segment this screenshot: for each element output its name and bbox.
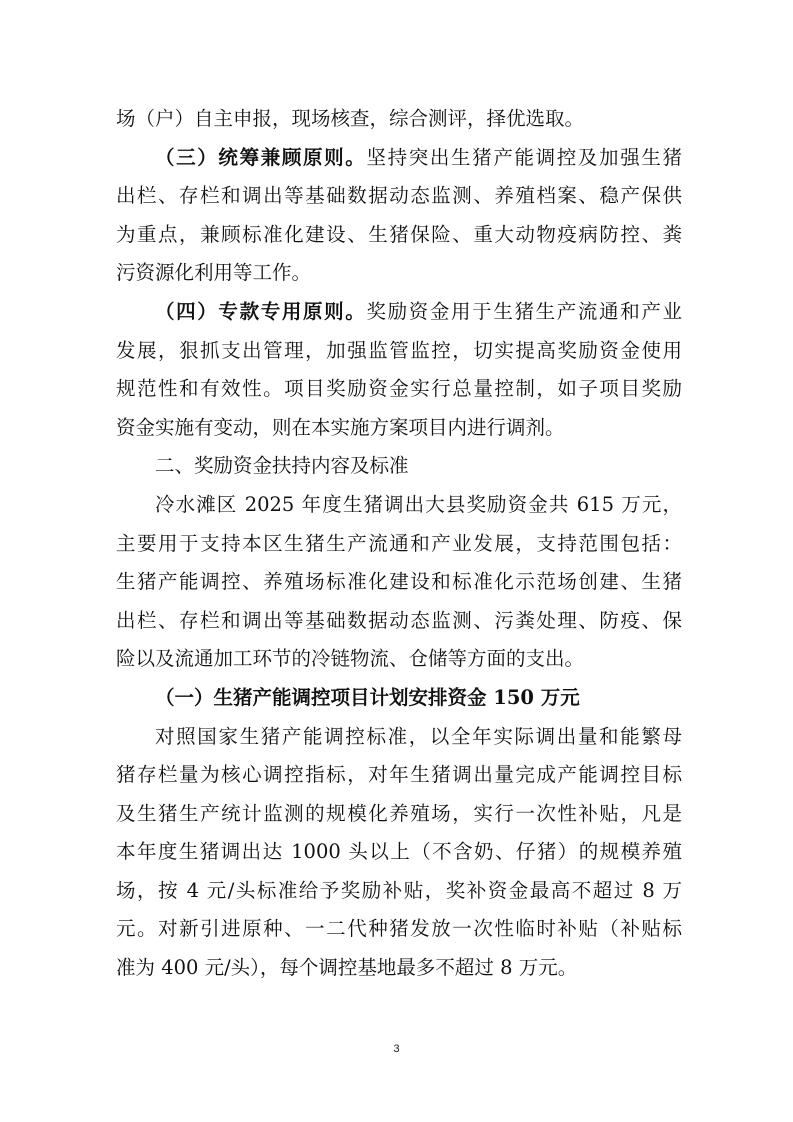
paragraph-line: 场（户）自主申报，现场核查，综合测评，择优选取。 bbox=[116, 107, 585, 130]
paragraph-text: 奖励资金用于生猪生产流通和产业 bbox=[366, 299, 682, 323]
principle-4-first-line bbox=[116, 293, 682, 332]
paragraph-line: 对照国家生猪产能调控标准，以全年实际调出量和能繁母 bbox=[155, 724, 682, 748]
paragraph-line: 猪存栏量为核心调控指标，对年生猪调出量完成产能调控目标 bbox=[116, 763, 682, 787]
paragraph-text: 坚持突出生猪产能调控及加强生猪 bbox=[366, 145, 682, 169]
principle-3-first-line bbox=[116, 139, 682, 178]
paragraph-line: 为重点，兼顾标准化建设、生猪保险、重大动物疫病防控、粪 bbox=[116, 222, 682, 246]
page-number: 3 bbox=[393, 1043, 400, 1055]
document-body bbox=[116, 100, 682, 988]
paragraph-line: 污资源化利用等工作。 bbox=[116, 261, 312, 285]
paragraph-line: 生猪产能调控、养殖场标准化建设和标准化示范场创建、生猪 bbox=[116, 570, 682, 594]
paragraph-line: 本年度生猪调出达 1000 头以上（不含奶、仔猪）的规模养殖 bbox=[116, 840, 682, 864]
paragraph-line: 资金实施有变动，则在本实施方案项目内进行调剂。 bbox=[116, 415, 565, 439]
paragraph-line: 发展，狠抓支出管理，加强监管监控，切实提高奖励资金使用 bbox=[116, 338, 682, 362]
subsection-heading: （一）生猪产能调控项目计划安排资金 150 万元 bbox=[155, 685, 580, 709]
paragraph-line: 规范性和有效性。项目奖励资金实行总量控制，如子项目奖励 bbox=[116, 377, 682, 401]
paragraph-line: 出栏、存栏和调出等基础数据动态监测、污粪处理、防疫、保 bbox=[116, 608, 682, 632]
paragraph-line: 冷水滩区 2025 年度生猪调出大县奖励资金共 615 万元， bbox=[155, 492, 682, 516]
paragraph-line: 主要用于支持本区生猪生产流通和产业发展，支持范围包括： bbox=[116, 531, 682, 555]
paragraph-line: 场，按 4 元/头标准给予奖励补贴，奖补资金最高不超过 8 万 bbox=[116, 878, 682, 902]
paragraph-line: 出栏、存栏和调出等基础数据动态监测、养殖档案、稳产保供 bbox=[116, 184, 682, 208]
paragraph-line: 及生猪生产统计监测的规模化养殖场，实行一次性补贴，凡是 bbox=[116, 801, 682, 825]
principle-4-heading: （四）专款专用原则。 bbox=[155, 299, 367, 323]
principle-3-heading: （三）统筹兼顾原则。 bbox=[155, 145, 367, 169]
paragraph-line: 险以及流通加工环节的冷链物流、仓储等方面的支出。 bbox=[116, 647, 585, 671]
paragraph-line: 准为 400 元/头），每个调控基地最多不超过 8 万元。 bbox=[116, 956, 578, 980]
section-heading: 二、奖励资金扶持内容及标准 bbox=[155, 454, 409, 478]
paragraph-line: 元。对新引进原种、一二代种猪发放一次性临时补贴（补贴标 bbox=[116, 917, 682, 941]
